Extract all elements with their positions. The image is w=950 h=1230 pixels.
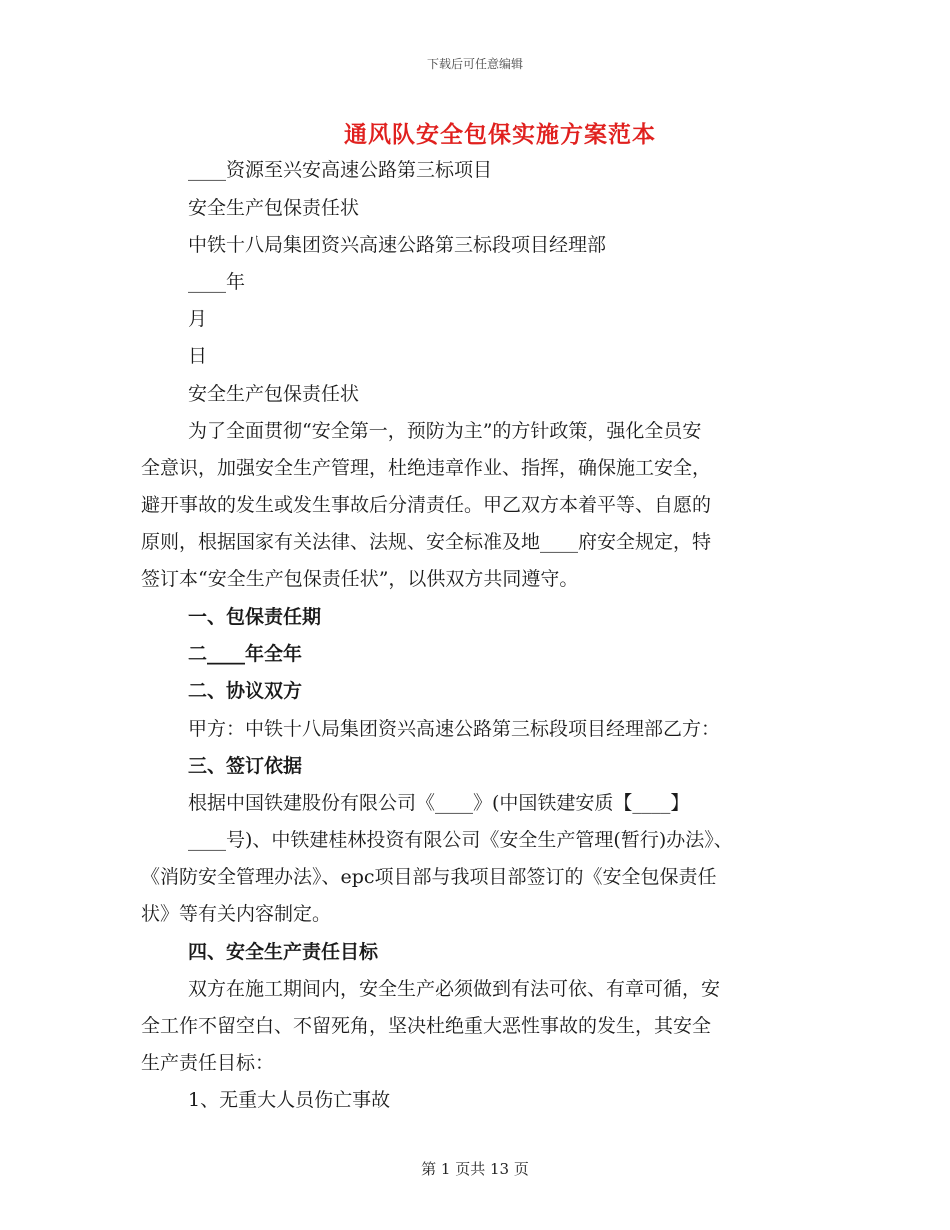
project-name-line: ____资源至兴安高速公路第三标项目 [188, 159, 493, 181]
section-heading-3: 三、签订依据 [188, 755, 303, 777]
paragraph-line: 全意识，加强安全生产管理，杜绝违章作业、指挥，确保施工安全， [141, 457, 712, 479]
subtitle-line: 安全生产包保责任状 [188, 197, 360, 219]
date-day-line: 日 [188, 345, 208, 367]
section-heading-2: 二、协议双方 [188, 680, 303, 702]
paragraph-line: 避开事故的发生或发生事故后分清责任。甲乙双方本着平等、自愿的 [141, 494, 712, 516]
date-month-line: 月 [188, 308, 208, 330]
page-header-note: 下载后可任意编辑 [426, 57, 523, 71]
list-item: 1、无重大人员伤亡事故 [188, 1089, 391, 1111]
paragraph-line: 原则，根据国家有关法律、法规、安全标准及地____府安全规定，特 [141, 531, 712, 553]
page-footer-number: 第 1 页共 13 页 [421, 1160, 529, 1178]
section-text-period: 二____年全年 [188, 643, 303, 665]
paragraph-line: 状》等有关内容制定。 [141, 903, 332, 925]
company-line: 中铁十八局集团资兴高速公路第三标段项目经理部 [188, 234, 607, 256]
paragraph-line: 根据中国铁建股份有限公司《____》(中国铁建安质【____】 [188, 792, 690, 814]
date-year-line: ____年 [188, 271, 246, 293]
paragraph-line: 双方在施工期间内，安全生产必须做到有法可依、有章可循，安 [188, 978, 721, 1000]
paragraph-line: 全工作不留空白、不留死角，坚决杜绝重大恶性事故的发生，其安全 [141, 1015, 712, 1037]
paragraph-line: 生产责任目标： [141, 1052, 275, 1074]
subtitle-line-2: 安全生产包保责任状 [188, 383, 360, 405]
document-title: 通风队安全包保实施方案范本 [344, 121, 656, 148]
paragraph-line: 《消防安全管理办法》、epc项目部与我项目部签订的《安全包保责任 [141, 866, 717, 888]
paragraph-line: ____号)、中铁建桂林投资有限公司《安全生产管理(暂行)办法》、 [188, 829, 733, 851]
section-heading-1: 一、包保责任期 [188, 606, 322, 628]
paragraph-line: 为了全面贯彻“安全第一，预防为主”的方针政策，强化全员安 [188, 420, 702, 442]
parties-line: 甲方：中铁十八局集团资兴高速公路第三标段项目经理部乙方： [188, 718, 721, 740]
section-heading-4: 四、安全生产责任目标 [188, 941, 379, 963]
paragraph-line: 签订本“安全生产包保责任状”，以供双方共同遵守。 [141, 568, 579, 590]
